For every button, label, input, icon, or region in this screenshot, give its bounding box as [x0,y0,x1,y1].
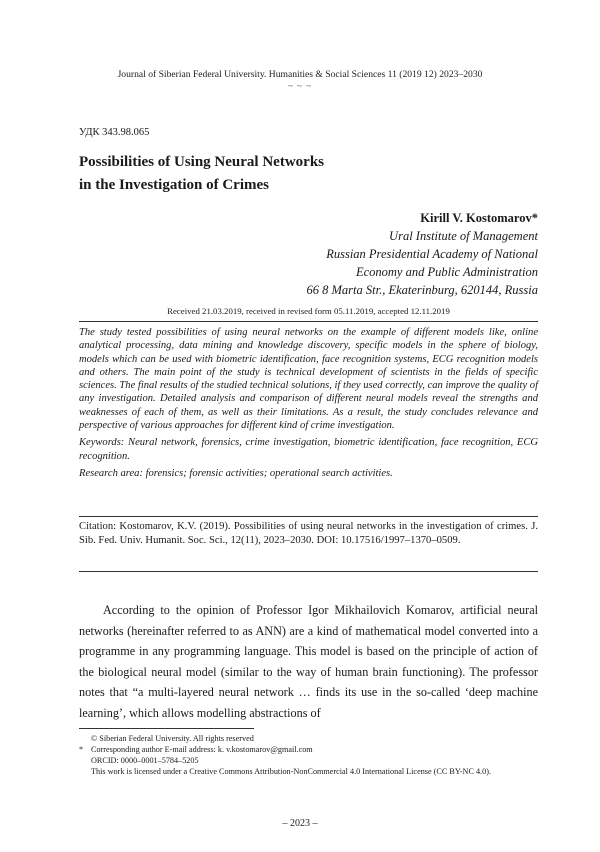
abstract-block [79,326,538,484]
header-ornament: ~ ~ ~ [287,81,313,91]
author-block [307,209,538,299]
footnote-star: * [79,745,84,754]
abstract-text: The study tested possibilities of using neural networks on the example of different models like, online analytical processing, data mining and knowledge discovery, specific models in the sphere of biology, models which can be used with biometric identification, face recognition systems, ECG recognition models and others. The main point of the study is technical development of scientists in the fields of specific sciences. The final results of the studied technical solutions, if they used correctly, can improve the quality of any investigation. Detailed analysis and comparison of different neural models reveal the strengths and weaknesses of each of them, as well as their limitations. As a result, the study concludes relevance and perspective of various approaches for different kind of crime investigation. [79,327,538,432]
author-name: Kirill V. Kostomarov* [420,211,538,225]
udk-code: УДК 343.98.065 [79,127,150,138]
article-title [79,151,324,197]
copyright-note: © Siberian Federal University. All rights reserved [91,734,254,743]
title-line-1: Possibilities of Using Neural Networks [79,154,324,170]
journal-header: Journal of Siberian Federal University. Humanities & Social Sciences 11 (2019 12) 2023–2030 [117,69,483,80]
citation-bottom-rule [79,571,538,572]
body-paragraph: According to the opinion of Professor Igor Mikhailovich Komarov, artificial neural networks (hereinafter referred to as ANN) are a kind of mathematical model converted into a programme in any programming language. This model is based on the principle of action of the biological neural model (similar to the way of human brain functioning). The professor notes that “a multi-layered neural network … finds its use in the so-called ‘deep machine learning’, which allows modelling abstractions of [79,603,538,720]
corresponding-author: Corresponding author E-mail address: k. v.kostomarov@gmail.com [91,745,313,754]
affiliation-line: 66 8 Marta Str., Ekaterinburg, 620144, Russia [306,283,538,297]
license-note: This work is licensed under a Creative Commons Attribution-NonCommercial 4.0 International License (CC BY-NC 4.0). [91,767,491,776]
footnotes [79,733,538,777]
citation: Citation: Kostomarov, K.V. (2019). Possibilities of using neural networks in the investigation of crimes. J. Sib. Fed. Univ. Humanit. Soc. Sci., 12(11), 2023–2030. DOI: 10.17516/1997–1370–0509. [79,521,538,546]
citation-top-rule [79,516,538,517]
received-dates: Received 21.03.2019, received in revised form 05.11.2019, accepted 12.11.2019 [167,306,450,316]
title-line-2: in the Investigation of Crimes [79,177,269,193]
footnote-rule [79,728,254,729]
affiliation-line: Ural Institute of Management [389,229,538,243]
affiliation-line: Russian Presidential Academy of National [326,247,538,261]
corresponding-note [79,744,538,755]
affiliation-line: Economy and Public Administration [355,265,538,279]
keywords: Keywords: Neural network, forensics, crime investigation, biometric identification, face recognition, ECG recognition. [79,437,538,462]
orcid: ORCID: 0000–0001–5784–5205 [91,756,199,765]
page-number: – 2023 – [282,818,318,829]
research-area: Research area: forensics; forensic activities; operational search activities. [79,467,393,479]
abstract-top-rule [79,321,538,322]
